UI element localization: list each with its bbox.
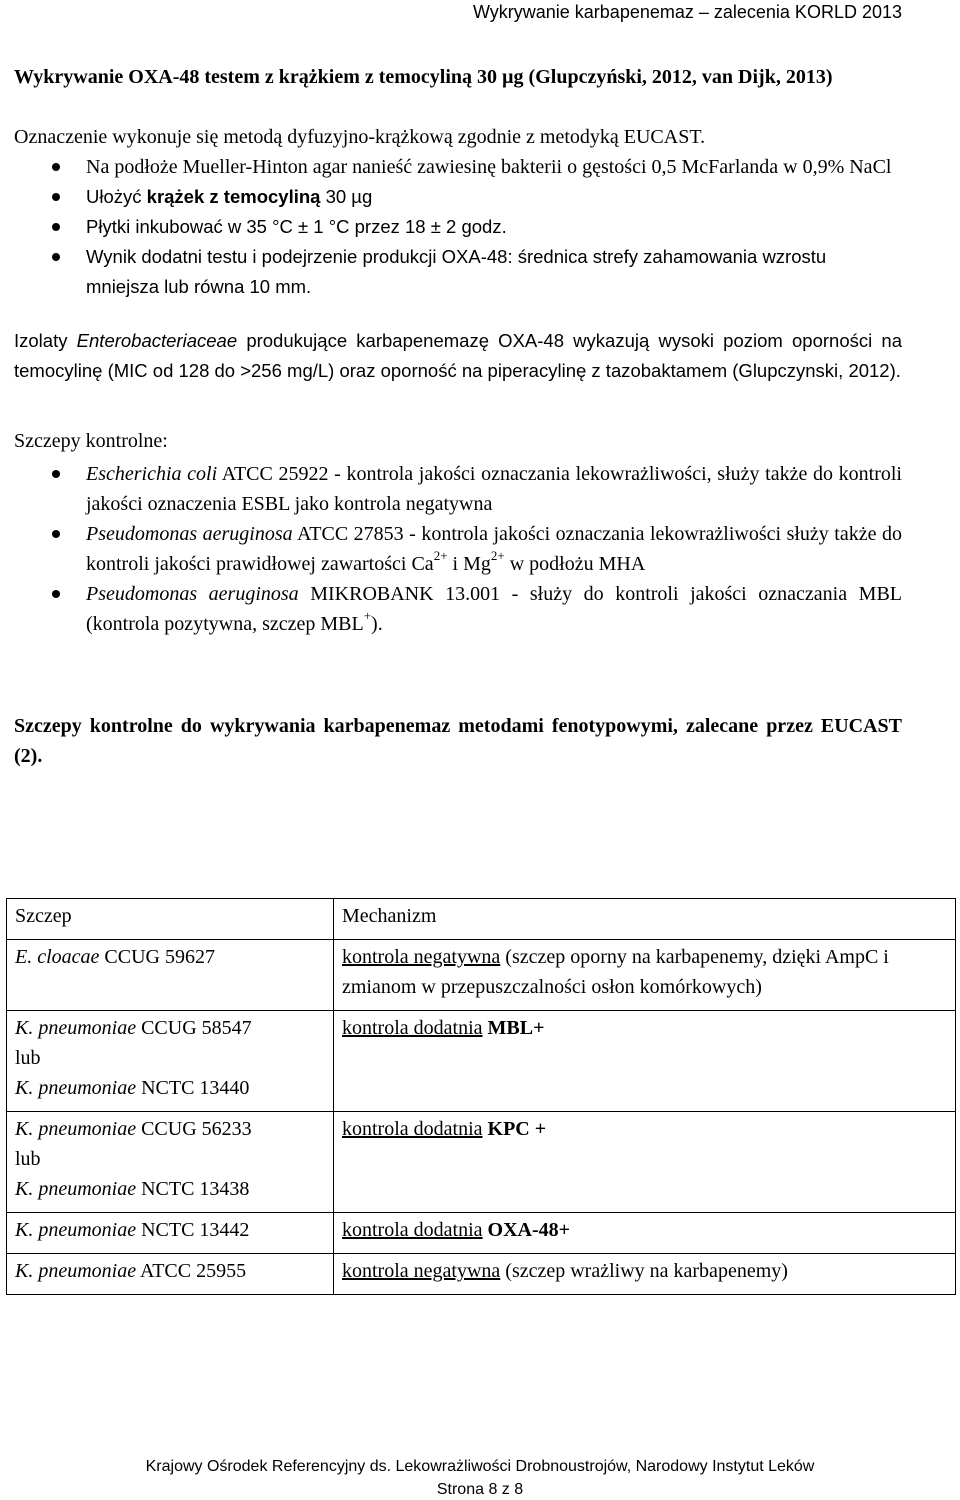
document-body xyxy=(14,62,902,771)
list-item: Wynik dodatni testu i podejrzenie produkcji OXA-48: średnica strefy zahamowania wzrostu mniejsza lub równa 10 mm. xyxy=(14,242,902,302)
table-header-mechanism: Mechanizm xyxy=(334,899,956,940)
footer-institution: Krajowy Ośrodek Referencyjny ds. Lekowrażliwości Drobnoustrojów, Narodowy Instytut Leków xyxy=(145,1458,815,1475)
paragraph-enterobacteriaceae: Izolaty Enterobacteriaceae produkujące karbapenemazę OXA-48 wykazują wysoki poziom oporności na temocylinę (MIC od 128 do >256 mg/L) oraz oporność na piperacylinę z tazobaktamem (Glupczynski, 2012). xyxy=(14,330,902,381)
table-row: K. pneumoniae CCUG 58547 lub K. pneumoniae NCTC 13440 kontrola dodatnia MBL+ xyxy=(7,1011,956,1112)
table-row: K. pneumoniae NCTC 13442 kontrola dodatnia OXA-48+ xyxy=(7,1213,956,1254)
page-header: Wykrywanie karbapenemaz – zalecenia KORLD 2013 xyxy=(472,2,902,22)
procedure-list xyxy=(14,152,902,302)
list-item: Płytki inkubować w 35 °C ± 1 °C przez 18 ± 2 godz. xyxy=(14,212,902,242)
method-intro: Oznaczenie wykonuje się metodą dyfuzyjno-krążkową zgodnie z metodyką EUCAST. xyxy=(14,126,706,148)
control-strains-table xyxy=(6,898,956,1295)
list-item: Pseudomonas aeruginosa MIKROBANK 13.001 - służy do kontroli jakości oznaczania MBL (kontrola pozytywna, szczep MBL+). xyxy=(14,579,902,639)
footer-page-number: Strona 8 z 8 xyxy=(436,1481,524,1498)
table-header-strain: Szczep xyxy=(7,899,334,940)
table-row xyxy=(7,899,956,940)
controls-heading: Szczepy kontrolne: xyxy=(14,430,168,452)
table-row: K. pneumoniae ATCC 25955 kontrola negatywna (szczep wrażliwy na karbapenemy) xyxy=(7,1254,956,1295)
section-title-eucast: Szczepy kontrolne do wykrywania karbapenemaz metodami fenotypowymi, zalecane przez EUCAST (2). xyxy=(14,715,902,767)
table-row: E. cloacae CCUG 59627 kontrola negatywna (szczep oporny na karbapenemy, dzięki AmpC i zmianom w przepuszczalności osłon komórkowych) xyxy=(7,940,956,1011)
list-item: Escherichia coli ATCC 25922 - kontrola jakości oznaczania lekowrażliwości, służy także do kontroli jakości oznaczenia ESBL jako kontrola negatywna xyxy=(14,459,902,519)
list-item: Na podłoże Mueller-Hinton agar nanieść zawiesinę bakterii o gęstości 0,5 McFarlanda w 0,9% NaCl xyxy=(14,152,902,182)
controls-list xyxy=(14,459,902,639)
table-row: K. pneumoniae CCUG 56233 lub K. pneumoniae NCTC 13438 kontrola dodatnia KPC + xyxy=(7,1112,956,1213)
section-title-oxa48: Wykrywanie OXA-48 testem z krążkiem z temocyliną 30 µg (Glupczyński, 2012, van Dijk, 2013) xyxy=(14,66,833,88)
list-item: Pseudomonas aeruginosa ATCC 27853 - kontrola jakości oznaczania lekowrażliwości służy także do kontroli jakości prawidłowej zawartości $Ca^{2+}$ i $Mg^{2+}$ w podłożu MHA xyxy=(14,519,902,579)
list-item: Ułożyć krążek z temocyliną 30 µg xyxy=(14,182,902,212)
